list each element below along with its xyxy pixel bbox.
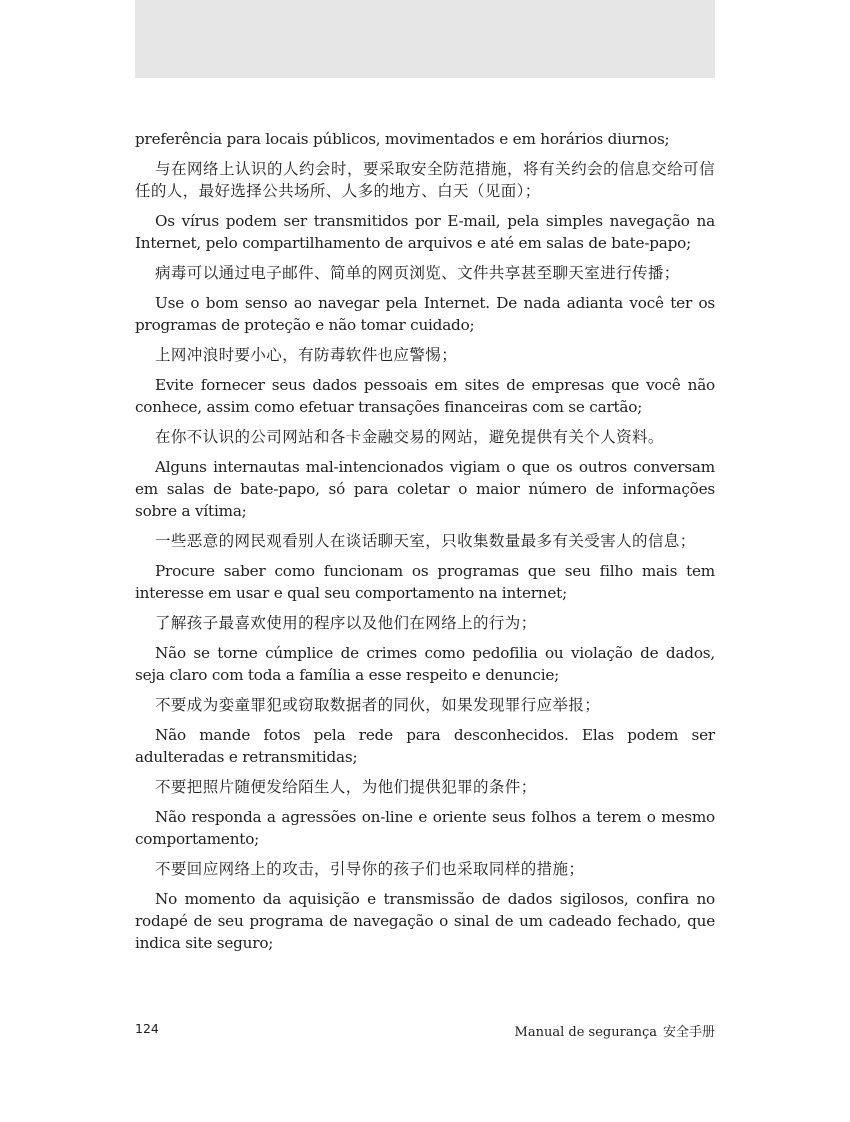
paragraph-zh: 不要成为娈童罪犯或窃取数据者的同伙，如果发现罪行应举报；: [155, 696, 601, 714]
paragraph-zh: 了解孩子最喜欢使用的程序以及他们在网络上的行为；: [155, 614, 537, 632]
paragraph-zh: 不要把照片随便发给陌生人，为他们提供犯罪的条件；: [155, 778, 537, 796]
running-title-zh: 安全手册: [662, 1025, 715, 1040]
page-footer: [135, 1021, 715, 1041]
paragraph-zh: 一些恶意的网民观看别人在谈话聊天室，只收集数量最多有关受害人的信息；: [155, 532, 696, 550]
paragraph-pt: Use o bom senso ao navegar pela Internet. De nada adianta você ter os programas de proteção e não tomar cuidado;: [135, 294, 715, 334]
paragraph-pt: Procure saber como funcionam os programas que seu filho mais tem interesse em usar e qual seu comportamento na internet;: [135, 562, 715, 602]
paragraph-pt: Não mande fotos pela rede para desconhecidos. Elas podem ser adulteradas e retransmitidas;: [135, 726, 715, 766]
paragraph-pt: preferência para locais públicos, movimentados e em horários diurnos;: [135, 130, 670, 148]
paragraph-zh: 上网冲浪时要小心，有防毒软件也应警惕；: [155, 346, 458, 364]
page-number: 124: [135, 1021, 159, 1036]
paragraph-pt: Alguns internautas mal-intencionados vigiam o que os outros conversam em salas de bate-papo, só para coletar o maior número de informações sobre a vítima;: [135, 458, 715, 520]
paragraph-pt: Não se torne cúmplice de crimes como pedofilia ou violação de dados, seja claro com toda a família a esse respeito e denuncie;: [135, 644, 715, 684]
header-band: [135, 0, 715, 78]
running-title: [515, 1021, 715, 1040]
paragraph-pt: No momento da aquisição e transmissão de dados sigilosos, confira no rodapé de seu programa de navegação o sinal de um cadeado fechado, que indica site seguro;: [135, 890, 715, 952]
page-body: [135, 128, 715, 962]
paragraph-pt: Evite fornecer seus dados pessoais em sites de empresas que você não conhece, assim como efetuar transações financeiras com se cartão;: [135, 376, 715, 416]
paragraph-pt: Os vírus podem ser transmitidos por E-mail, pela simples navegação na Internet, pelo compartilhamento de arquivos e até em salas de bate-papo;: [135, 212, 715, 252]
paragraph-zh: 与在网络上认识的人约会时，要采取安全防范措施，将有关约会的信息交给可信任的人，最好选择公共场所、人多的地方、白天（见面）；: [135, 160, 715, 200]
paragraph-pt: Não responda a agressões on-line e oriente seus folhos a terem o mesmo comportamento;: [135, 808, 715, 848]
paragraph-zh: 在你不认识的公司网站和各卡金融交易的网站，避免提供有关个人资料。: [155, 428, 664, 446]
paragraph-zh: 不要回应网络上的攻击，引导你的孩子们也采取同样的措施；: [155, 860, 585, 878]
running-title-pt: Manual de segurança: [514, 1025, 657, 1040]
paragraph-zh: 病毒可以通过电子邮件、简单的网页浏览、文件共享甚至聊天室进行传播；: [155, 264, 680, 282]
